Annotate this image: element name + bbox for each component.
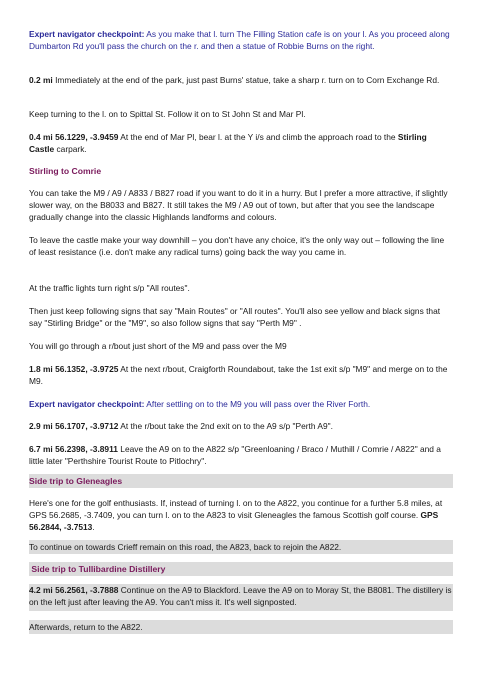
gps-label: GPS 56.2844, -3.7513 [29,510,439,533]
distance-label: 6.7 mi 56.2398, -3.8911 [29,444,118,454]
side-trip-heading-tullibardine: Side trip to Tullibardine Distillery [29,562,453,576]
distance-label: 4.2 mi 56.2561, -3.7888 [29,585,119,595]
traffic-lights-paragraph: At the traffic lights turn right s/p "All routes". [29,283,190,293]
direction-text: At the end of Mar Pl, bear l. at the Y i/s and climb the approach road to the [118,132,398,142]
follow-signs-paragraph: Then just keep following signs that say "Main Routes" or "All routes". You'll also see yellow and black signs that say "Stirling Bridge" or the "M9", so also follow signs that say "Perth M9" . [29,306,441,329]
continue-crieff-paragraph: To continue on towards Crieff remain on this road, the A823, back to rejoin the A822. [29,540,453,554]
direction-spittal-st [29,108,453,120]
direction-text: At the next r/bout, Craigforth Roundabout, take the 1st exit s/p "M9" and merge on to the M9. [29,364,448,387]
direction-4-2mi [29,584,453,611]
rbout-paragraph: You will go through a r/bout just short of the M9 and pass over the M9 [29,341,287,351]
afterwards-paragraph: Afterwards, return to the A822. [29,620,453,634]
direction-text: At the r/bout take the 2nd exit on to the A9 s/p "Perth A9". [118,421,333,431]
checkpoint-label: Expert navigator checkpoint: [29,29,145,39]
side-trip-heading-gleneagles: Side trip to Gleneagles [29,474,453,488]
direction-text: Immediately at the end of the park, just past Burns' statue, take a sharp r. turn on to Corn Exchange Rd. [52,75,440,85]
distance-label: 1.8 mi 56.1352, -3.9725 [29,364,119,374]
direction-text: carpark. [54,144,87,155]
checkpoint-text: After settling on to the M9 you will pass over the River Forth. [144,399,371,409]
distance-label: 2.9 mi 56.1707, -3.9712 [29,421,119,431]
checkpoint-label: Expert navigator checkpoint: [29,399,145,409]
distance-label: 0.2 mi [29,75,53,85]
direction-0-2mi [29,74,453,86]
direction-2-9mi [29,420,453,432]
checkpoint-text: As you make that l. turn The Filling Station cafe is on your l. As you proceed along Dumbarton Rd you'll pass the church on the r. and then a statue of Robbie Burns on the right. [29,29,450,52]
checkpoint-paragraph-castle [29,28,453,52]
direction-text: Keep turning to the l. on to Spittal St. Follow it on to St John St and Mar Pl. [29,109,306,119]
direction-text: Leave the A9 on to the A822 s/p "Greenloaning / Braco / Muthill / Comrie / A822" and a little later "Perthshire Tourist Route to Pitlochry". [29,444,441,467]
direction-0-4mi [29,131,453,155]
direction-1-8mi [29,363,453,387]
intro-paragraph: You can take the M9 / A9 / A833 / B827 road if you want to do it in a hurry. But I prefer a more attractive, if slightly slower way, on the B8033 and B827. It still takes the M9 / A9 out of town, but after that you see the landscape gradually change into the classic Highlands landforms and colours. [29,188,448,223]
direction-text: Continue on the A9 to Blackford. Leave the A9 on to Moray St, the B8081. The distillery is on the left just after leaving the A9. You can't miss it. It's well signposted. [29,585,452,608]
section-heading-stirling-comrie: Stirling to Comrie [29,166,102,176]
leave-castle-paragraph: To leave the castle make your way downhill – you don't have any choice, it's the only way out – following the line of least resistance (i.e. don't make any radical turns) going back the way you came in. [29,235,445,258]
checkpoint-paragraph-forth [29,398,453,410]
distance-label: 0.4 mi 56.1229, -3.9459 [29,132,119,142]
place-name: Stirling Castle [29,132,427,155]
direction-6-7mi [29,443,453,467]
gleneagles-paragraph: Here's one for the golf enthusiasts. If, instead of turning l. on to the A822, you continue for a further 5.8 miles, at GPS 56.2685, -3.7409, you can turn l. on to the A823 to visit Gleneagles the famous Scottish golf course. GPS 56.2844, -3.7513. [29,498,443,533]
